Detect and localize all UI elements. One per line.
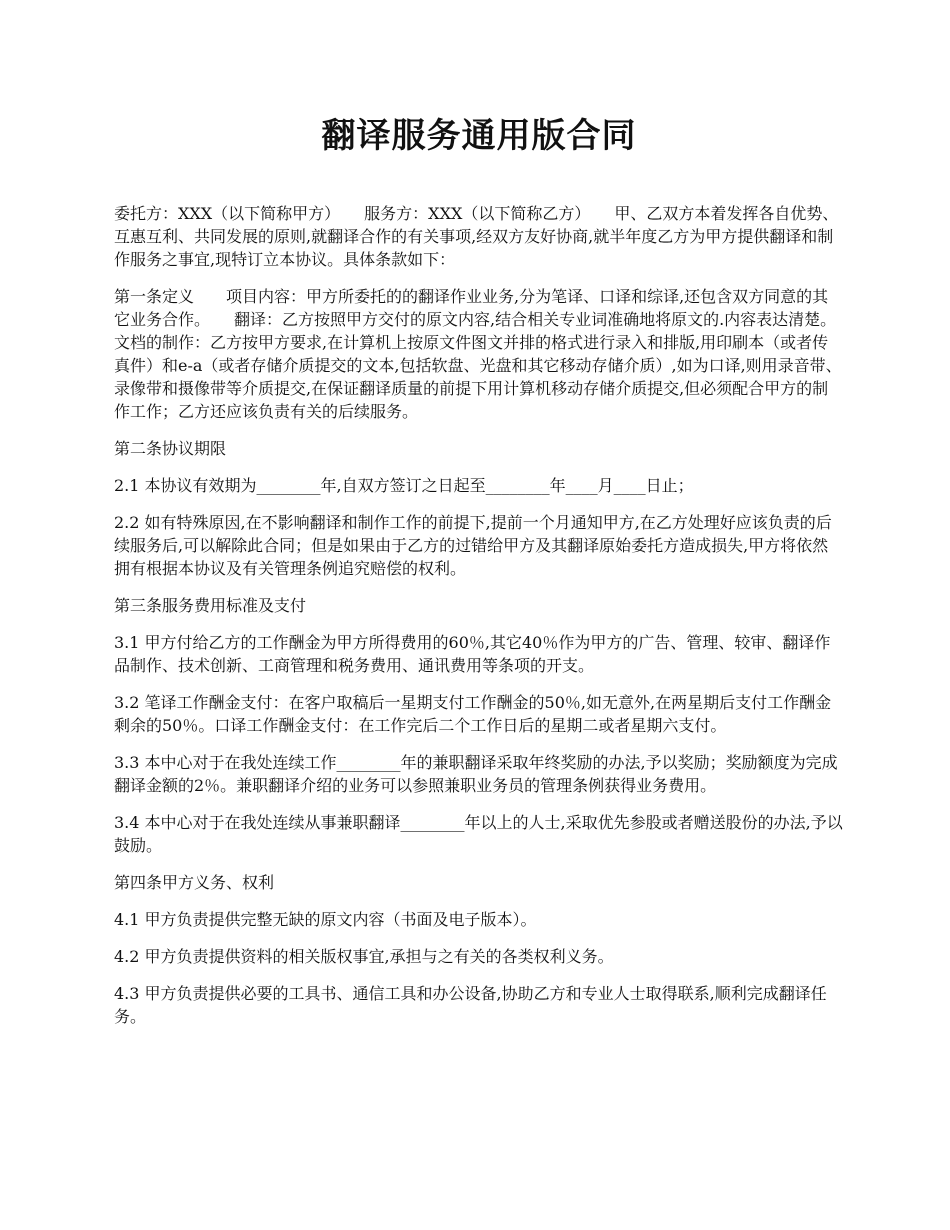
clause-2-2: 2.2 如有特殊原因,在不影响翻译和制作工作的前提下,提前一个月通知甲方,在乙方处理好应该负责的后续服务后,可以解除此合同；但是如果由于乙方的过错给甲方及其翻译原始委托方造成损失,甲方将依然拥有根据本协议及有关管理条例追究赔偿的权利。 — [114, 513, 832, 578]
article-2-heading: 第二条协议期限 — [114, 439, 227, 458]
clause-3-2: 3.2 笔译工作酬金支付：在客户取稿后一星期支付工作酬金的50％,如无意外,在两星期后支付工作酬金剩余的50％。口译工作酬金支付：在工作完后二个工作日后的星期二或者星期六支付。 — [114, 693, 832, 735]
clause-3-3: 3.3 本中心对于在我处连续工作________年的兼职翻译采取年终奖励的办法,予以奖励；奖励额度为完成翻译金额的2％。兼职翻译介绍的业务可以参照兼职业务员的管理条例获得业务费用。 — [114, 753, 838, 795]
article-4-heading: 第四条甲方义务、权利 — [114, 873, 275, 892]
clause-4-3: 4.3 甲方负责提供必要的工具书、通信工具和办公设备,协助乙方和专业人士取得联系,顺利完成翻译任务。 — [114, 984, 827, 1026]
preamble-paragraph: 委托方：XXX（以下简称甲方） 服务方：XXX（以下简称乙方） 甲、乙双方本着发挥各自优势、互惠互利、共同发展的原则,就翻译合作的有关事项,经双方友好协商,就半年度乙方为甲方提供翻译和制作服务之事宜,现特订立本协议。具体条款如下： — [114, 204, 839, 269]
article-3-heading: 第三条服务费用标准及支付 — [114, 596, 307, 615]
clause-3-4: 3.4 本中心对于在我处连续从事兼职翻译________年以上的人士,采取优先参股或者赠送股份的办法,予以鼓励。 — [114, 813, 843, 855]
clause-3-1: 3.1 甲方付给乙方的工作酬金为甲方所得费用的60％,其它40％作为甲方的广告、管理、较审、翻译作品制作、技术创新、工商管理和税务费用、通讯费用等条项的开支。 — [114, 633, 831, 675]
clause-4-2: 4.2 甲方负责提供资料的相关版权事宜,承担与之有关的各类权利义务。 — [114, 947, 614, 966]
article-1-definitions: 第一条定义 项目内容：甲方所委托的的翻译作业业务,分为笔译、口译和综译,还包含双方同意的其它业务合作。 翻译：乙方按照甲方交付的原文内容,结合相关专业词准确地将原文的.内容表达清楚。 文档的制作：乙方按甲方要求,在计算机上按原文件图文并排的格式进行录入和排版,用印刷本（或者传真件）和e-a（或者存储介质提交的文本,包括软盘、光盘和其它移动存储介质）,如为口译,则用录音带、录像带和摄像带等介质提交,在保证翻译质量的前提下用计算机移动存储介质提交,但必须配合甲方的制作工作；乙方还应该负责有关的后续服务。 — [114, 287, 861, 421]
document-title: 翻译服务通用版合同 — [321, 116, 637, 156]
document-page — [114, 110, 861, 1042]
clause-4-1: 4.1 甲方负责提供完整无缺的原文内容（书面及电子版本）。 — [114, 910, 537, 929]
clause-2-1: 2.1 本协议有效期为________年,自双方签订之日起至________年____月____日止； — [114, 476, 694, 495]
